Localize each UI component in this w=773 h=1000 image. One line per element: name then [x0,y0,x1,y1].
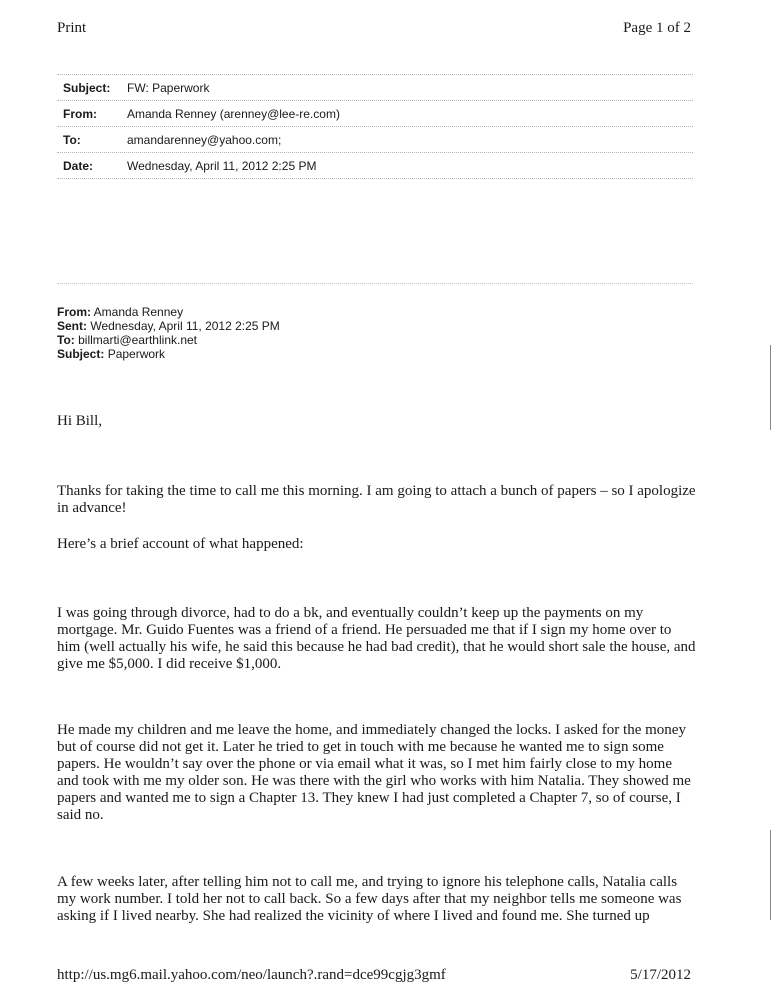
date-value: Wednesday, April 11, 2012 2:25 PM [127,158,317,173]
scan-edge-mark [770,830,771,920]
to-value: amandarenney@yahoo.com; [127,132,282,147]
fwd-to-line [57,333,280,347]
body-paragraph-1: Thanks for taking the time to call me this morning. I am going to attach a bunch of papers – so I apologize in advance! [57,483,696,516]
date-label: Date: [63,158,94,173]
fwd-from-value: Amanda Renney [93,305,184,319]
fwd-to-label: To: [57,333,75,347]
fwd-subject-label: Subject: [57,347,105,361]
body-paragraph-2: Here’s a brief account of what happened: [57,536,304,552]
subject-label: Subject: [63,80,111,95]
fwd-sent-label: Sent: [57,319,87,333]
date-row [57,152,693,179]
subject-value: FW: Paperwork [127,80,210,95]
page-number: Page 1 of 2 [623,20,691,36]
separator-line [57,283,693,284]
fwd-subject-line [57,347,280,361]
greeting: Hi Bill, [57,413,103,429]
body-paragraph-3: I was going through divorce, had to do a bk, and eventually couldn’t keep up the payments on my mortgage. Mr. Guido Fuentes was a friend of a friend. He persuaded me that if I sign my home over to him (well actually his wife, he said this because he had bad credit), that he would short sale the house, and give me $5,000. I did receive $1,000. [57,605,696,672]
fwd-to-value: billmarti@earthlink.net [78,333,198,347]
body-paragraph-4: He made my children and me leave the home, and immediately changed the locks. I asked for the money but of course did not get it. Later he tried to get in touch with me because he wanted me to sign some papers. He wouldn’t say over the phone or via email what it was, so I met him fairly close to my home and took with me my older son. He was there with the girl who works with him Natalia. They showed me papers and wanted me to sign a Chapter 13. They knew I had just completed a Chapter 7, so of course, I said no. [57,722,691,823]
to-row [57,126,693,152]
footer-url: http://us.mg6.mail.yahoo.com/neo/launch?.rand=dce99cgjg3gmf [57,967,446,983]
forwarded-header [57,305,280,361]
fwd-from-label: From: [57,305,91,319]
from-label: From: [63,106,97,121]
fwd-sent-line [57,319,280,333]
scan-edge-mark [770,345,771,430]
footer-date: 5/17/2012 [630,967,691,983]
to-label: To: [63,132,81,147]
fwd-from-line [57,305,280,319]
fwd-sent-value: Wednesday, April 11, 2012 2:25 PM [90,319,280,333]
subject-row [57,74,693,100]
email-header-table [57,74,693,179]
body-paragraph-5: A few weeks later, after telling him not to call me, and trying to ignore his telephone calls, Natalia calls my work number. I told her not to call back. So a few days after that my neighbor tells me someone was asking if I lived nearby. She had realized the vicinity of where I lived and found me. She turned up [57,874,682,924]
print-title: Print [57,20,87,36]
from-row [57,100,693,126]
from-value: Amanda Renney (arenney@lee-re.com) [127,106,340,121]
fwd-subject-value: Paperwork [107,347,166,361]
